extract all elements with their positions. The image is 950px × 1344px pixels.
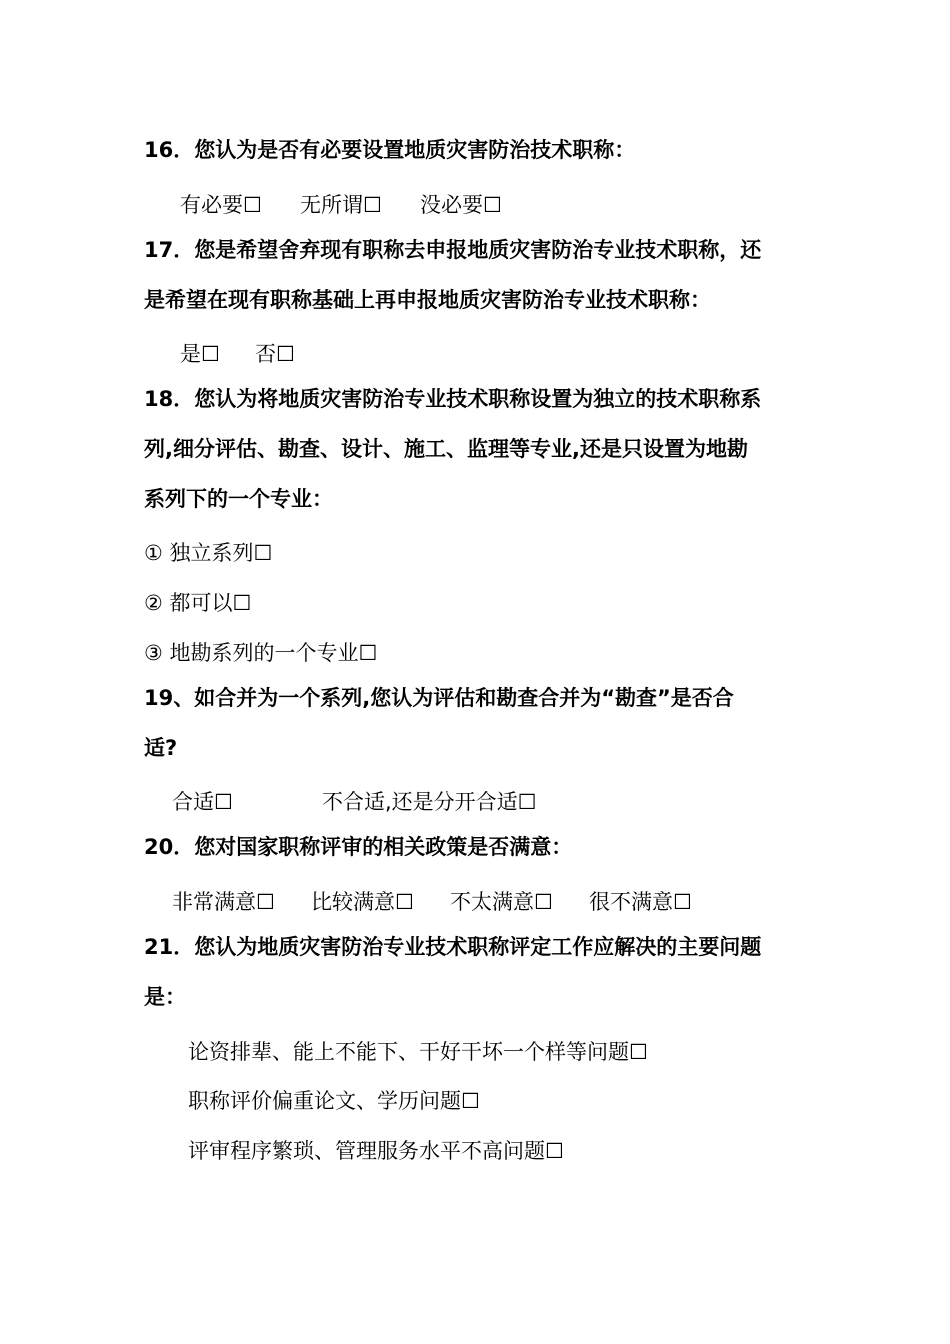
q20-option-fairly-satisfied[interactable]: 比较满意☐ xyxy=(311,890,414,914)
q17-option-yes[interactable]: 是☐ xyxy=(180,342,220,366)
q17-option-no[interactable]: 否☐ xyxy=(255,342,295,366)
q18-option-either[interactable]: ② 都可以☐ xyxy=(144,591,252,615)
question-18-title-line1: 18．您认为将地质灾害防治专业技术职称设置为独立的技术职称系 xyxy=(144,387,762,411)
question-16-title: 16．您认为是否有必要设置地质灾害防治技术职称： xyxy=(144,138,636,162)
question-17-title-line1: 17．您是希望舍弃现有职称去申报地质灾害防治专业技术职称，还 xyxy=(144,238,762,262)
q18-option-independent[interactable]: ① 独立系列☐ xyxy=(144,541,273,565)
q19-option-suitable[interactable]: 合适☐ xyxy=(172,790,233,814)
question-20-title: 20．您对国家职称评审的相关政策是否满意： xyxy=(144,835,573,859)
question-21-title-line2: 是： xyxy=(144,985,186,1009)
question-19-title-line2: 适? xyxy=(144,736,178,760)
q16-option-necessary[interactable]: 有必要☐ xyxy=(180,193,262,217)
q20-option-very-unsatisfied[interactable]: 很不满意☐ xyxy=(589,890,692,914)
q20-option-very-satisfied[interactable]: 非常满意☐ xyxy=(172,890,275,914)
question-17-title-line2: 是希望在现有职称基础上再申报地质灾害防治专业技术职称： xyxy=(144,288,711,312)
q16-option-indifferent[interactable]: 无所谓☐ xyxy=(300,193,382,217)
question-19-title-line1: 19、如合并为一个系列,您认为评估和勘查合并为“勘查”是否合 xyxy=(144,686,734,710)
q18-option-subfield[interactable]: ③ 地勘系列的一个专业☐ xyxy=(144,641,378,665)
q16-option-unnecessary[interactable]: 没必要☐ xyxy=(420,193,502,217)
q21-option-seniority[interactable]: 论资排辈、能上不能下、干好干坏一个样等问题☐ xyxy=(188,1040,648,1064)
q19-option-separate[interactable]: 不合适,还是分开合适☐ xyxy=(322,790,537,814)
q21-option-papers[interactable]: 职称评价偏重论文、学历问题☐ xyxy=(188,1089,480,1113)
q20-option-not-very-satisfied[interactable]: 不太满意☐ xyxy=(450,890,553,914)
question-18-title-line3: 系列下的一个专业： xyxy=(144,487,333,511)
q21-option-procedure[interactable]: 评审程序繁琐、管理服务水平不高问题☐ xyxy=(188,1139,564,1163)
question-21-title-line1: 21．您认为地质灾害防治专业技术职称评定工作应解决的主要问题 xyxy=(144,935,762,959)
question-18-title-line2: 列,细分评估、勘查、设计、施工、监理等专业,还是只设置为地勘 xyxy=(144,437,748,461)
